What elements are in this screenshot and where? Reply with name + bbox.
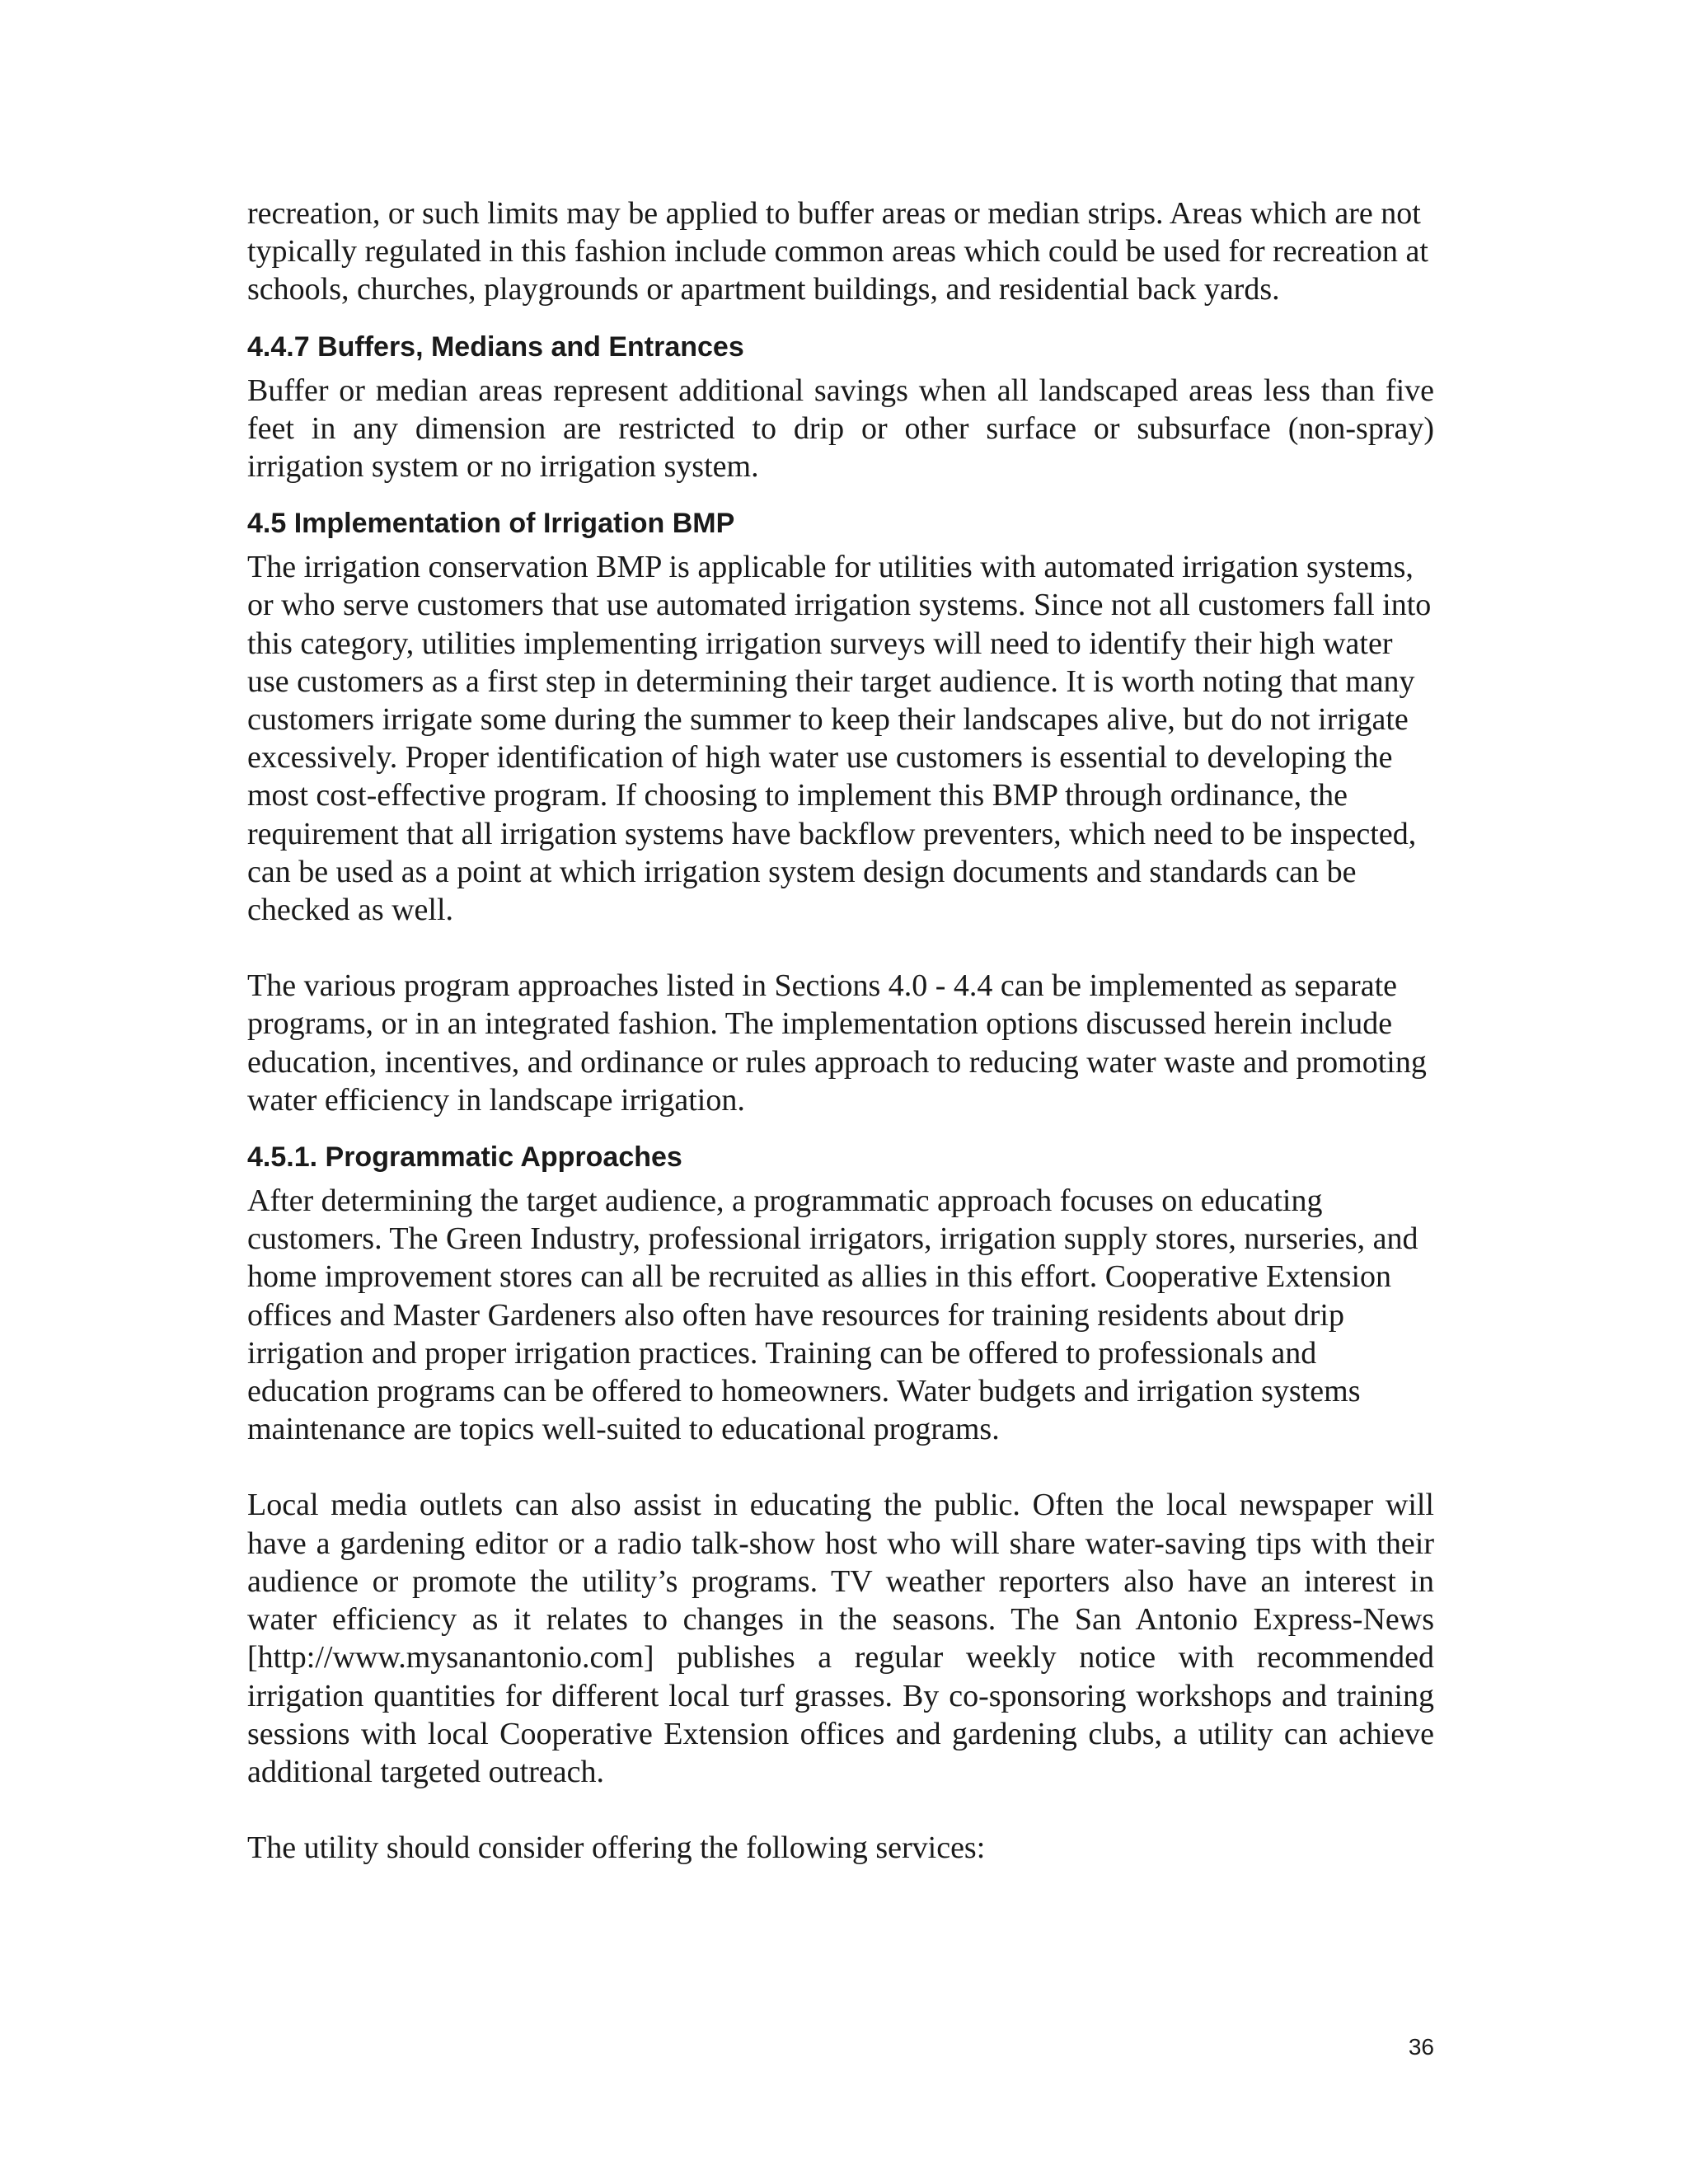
- spacer: [247, 309, 1434, 330]
- page-number: 36: [1408, 2034, 1434, 2060]
- programmatic-paragraph-3: The utility should consider offering the following services:: [247, 1830, 986, 1866]
- spacer: [247, 929, 1434, 967]
- spacer: [247, 485, 1434, 507]
- programmatic-paragraph-2: Local media outlets can also assist in educating the public. Often the local newspaper will have a gardening editor or a radio talk-show host who will share water-saving tips with their audience or promote the utility’s programs. TV weather reporters also have an interest in water efficiency as it relates to changes in the seasons. The San Antonio Express-News [http://www.mysanantonio.com] publishes a regular weekly notice with recommended irrigation quantities for different local turf grasses. By co-sponsoring workshops and training sessions with local Cooperative Extension offices and gardening clubs, a utility can achieve additional targeted outreach.: [247, 1488, 1434, 1789]
- spacer: [247, 1791, 1434, 1829]
- section-heading-programmatic: 4.5.1. Programmatic Approaches: [247, 1141, 682, 1174]
- spacer: [247, 1174, 1434, 1182]
- spacer: [247, 540, 1434, 548]
- implementation-paragraph-1: The irrigation conservation BMP is applicable for utilities with automated irrigation systems, or who serve customers that use automated irrigation systems. Since not all customers fall into this category, utilities implementing irrigation surveys will need to identify their high water use customers as a first step in determining their target audience. It is worth noting that many customers irrigate some during the summer to keep their landscapes alive, but do not irrigate excessively. Proper identification of high water use customers is essential to developing the most cost-effective program. If choosing to implement this BMP through ordinance, the requirement that all irrigation systems have backflow preventers, which need to be inspected, can be used as a point at which irrigation system design documents and standards can be checked as well.: [247, 550, 1432, 928]
- buffers-paragraph: Buffer or median areas represent additional savings when all landscaped areas less than five feet in any dimension are restricted to drip or other surface or subsurface (non-spray) irrigation system or no irrigation system.: [247, 373, 1434, 485]
- document-page: [247, 194, 1434, 1867]
- section-heading-implementation: 4.5 Implementation of Irrigation BMP: [247, 508, 735, 540]
- spacer: [247, 363, 1434, 372]
- intro-paragraph: recreation, or such limits may be applied to buffer areas or median strips. Areas which are not typically regulated in this fashion include common areas which could be used for recreation at schools, churches, playgrounds or apartment buildings, and residential back yards.: [247, 196, 1428, 307]
- spacer: [247, 1119, 1434, 1141]
- implementation-paragraph-2: The various program approaches listed in Sections 4.0 - 4.4 can be implemented as separate programs, or in an integrated fashion. The implementation options discussed herein include education, incentives, and ordinance or rules approach to reducing water waste and promoting water efficiency in landscape irrigation.: [247, 968, 1427, 1118]
- programmatic-paragraph-1: After determining the target audience, a programmatic approach focuses on educating customers. The Green Industry, professional irrigators, irrigation supply stores, nurseries, and home improvement stores can all be recruited as allies in this effort. Cooperative Extension offices and Master Gardeners also often have resources for training residents about drip irrigation and proper irrigation practices. Training can be offered to professionals and education programs can be offered to homeowners. Water budgets and irrigation systems maintenance are topics well-suited to educational programs.: [247, 1183, 1418, 1447]
- spacer: [247, 1448, 1434, 1486]
- section-heading-buffers-medians: 4.4.7 Buffers, Medians and Entrances: [247, 330, 744, 363]
